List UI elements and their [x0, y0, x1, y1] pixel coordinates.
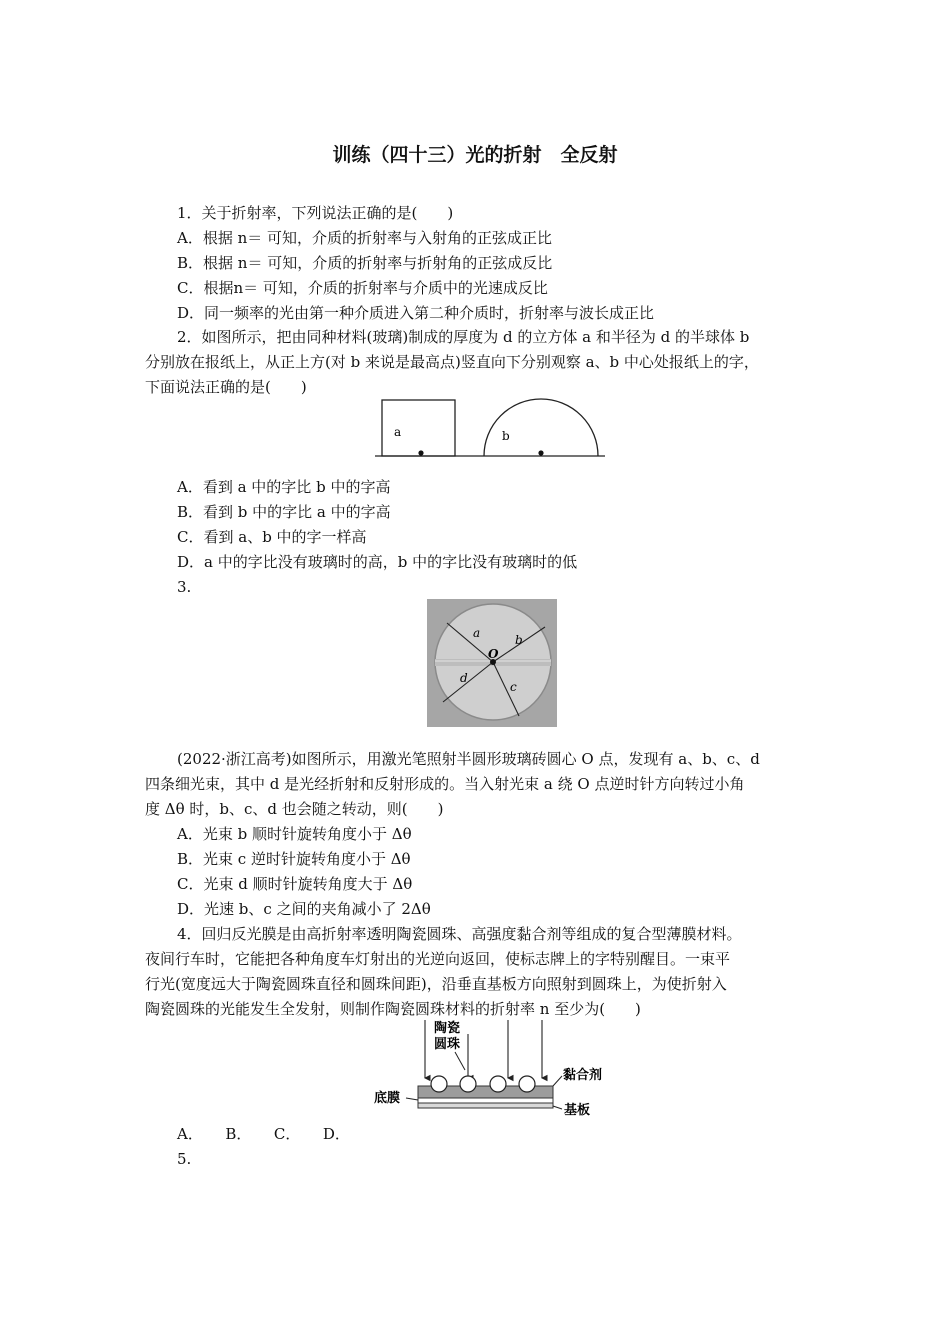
q2-figure-cube-hemisphere — [375, 395, 610, 463]
label-beads-line2: 圆珠 — [434, 1037, 461, 1052]
q3-option-a: A．光束 b 顺时针旋转角度小于 Δθ — [177, 825, 412, 843]
q3-option-c: C．光束 d 顺时针旋转角度大于 Δθ — [177, 875, 413, 893]
q2-stem-line1: 2．如图所示，把由同种材料(玻璃)制成的厚度为 d 的立方体 a 和半径为 d 的半球体 b — [177, 328, 750, 346]
q2-stem-line3: 下面说法正确的是( ) — [145, 378, 307, 396]
bead-2 — [460, 1076, 476, 1092]
q4-options: A． B． C． D． — [177, 1125, 350, 1143]
q1-option-b: B．根据 n＝ 可知，介质的折射率与折射角的正弦成反比 — [177, 254, 553, 272]
page-title: 训练（四十三）光的折射 全反射 — [332, 144, 618, 166]
adhesive-pointer — [553, 1076, 562, 1086]
q3-option-d: D．光速 b、c 之间的夹角减小了 2Δθ — [177, 900, 431, 918]
q4-stem-line3: 行光(宽度远大于陶瓷圆珠直径和圆珠间距)，沿垂直基板方向照射到圆珠上，为使折射入 — [145, 975, 727, 993]
bead-3 — [490, 1076, 506, 1092]
q3-stem-line3: 度 Δθ 时，b、c、d 也会随之转动，则( ) — [145, 800, 444, 818]
q2-option-c: C．看到 a、b 中的字一样高 — [177, 528, 367, 546]
q1-option-a: A．根据 n＝ 可知，介质的折射率与入射角的正弦成正比 — [177, 229, 553, 247]
q1-option-d: D．同一频率的光由第一种介质进入第二种介质时，折射率与波长成正比 — [177, 304, 655, 322]
q2-option-b: B．看到 b 中的字比 a 中的字高 — [177, 503, 391, 521]
label-base: 基板 — [564, 1103, 591, 1118]
q2-stem-line2: 分别放在报纸上，从正上方(对 b 来说是最高点)竖直向下分别观察 a、b 中心处报纸上的字， — [145, 353, 759, 371]
label-b: b — [502, 429, 510, 443]
q4-stem-line1: 4．回归反光膜是由高折射率透明陶瓷圆珠、高强度黏合剂等组成的复合型薄膜材料。 — [177, 925, 742, 943]
q3-option-b: B．光束 c 逆时针旋转角度小于 Δθ — [177, 850, 411, 868]
q3-photo-semicircle-glass — [427, 599, 557, 727]
point-a — [418, 450, 423, 455]
bead-4 — [519, 1076, 535, 1092]
base-pointer — [553, 1106, 562, 1109]
q2-option-a: A．看到 a 中的字比 b 中的字高 — [177, 478, 391, 496]
label-a: a — [394, 425, 402, 439]
q1-stem: 1．关于折射率，下列说法正确的是( ) — [177, 204, 454, 222]
label-o: O — [488, 647, 499, 661]
q3-number: 3. — [177, 578, 192, 596]
q4-stem-line4: 陶瓷圆珠的光能发生全发射，则制作陶瓷圆珠材料的折射率 n 至少为( ) — [145, 1000, 641, 1018]
label-beam-d: d — [460, 671, 468, 685]
q4-figure-retroreflective-film — [370, 1018, 615, 1118]
base-plate — [418, 1103, 553, 1108]
label-adhesive: 黏合剂 — [563, 1068, 603, 1083]
label-beam-b: b — [515, 633, 523, 647]
q2-option-d: D．a 中的字比没有玻璃时的高，b 中的字比没有玻璃时的低 — [177, 553, 578, 571]
bottom-film — [418, 1098, 553, 1103]
film-pointer — [406, 1098, 418, 1100]
q3-stem-line2: 四条细光束，其中 d 是光经折射和反射形成的。当入射光束 a 绕 O 点逆时针方向转过小角 — [145, 775, 745, 793]
q4-stem-line2: 夜间行车时，它能把各种角度车灯射出的光逆向返回，使标志牌上的字特别醒目。一束平 — [145, 950, 731, 968]
point-b — [538, 450, 543, 455]
bead-1 — [431, 1076, 447, 1092]
q5-number: 5. — [177, 1150, 192, 1168]
label-film: 底膜 — [374, 1091, 401, 1106]
q1-option-c: C．根据n＝ 可知，介质的折射率与介质中的光速成反比 — [177, 279, 548, 297]
cube-a — [382, 400, 455, 456]
label-beam-c: c — [510, 680, 517, 694]
q3-stem-line1: (2022·浙江高考)如图所示，用激光笔照射半圆形玻璃砖圆心 O 点，发现有 a、b、c、d — [177, 750, 760, 768]
label-beam-a: a — [473, 626, 481, 640]
beads-pointer — [455, 1052, 465, 1070]
label-beads-line1: 陶瓷 — [434, 1021, 461, 1036]
hemisphere-b — [484, 399, 598, 456]
